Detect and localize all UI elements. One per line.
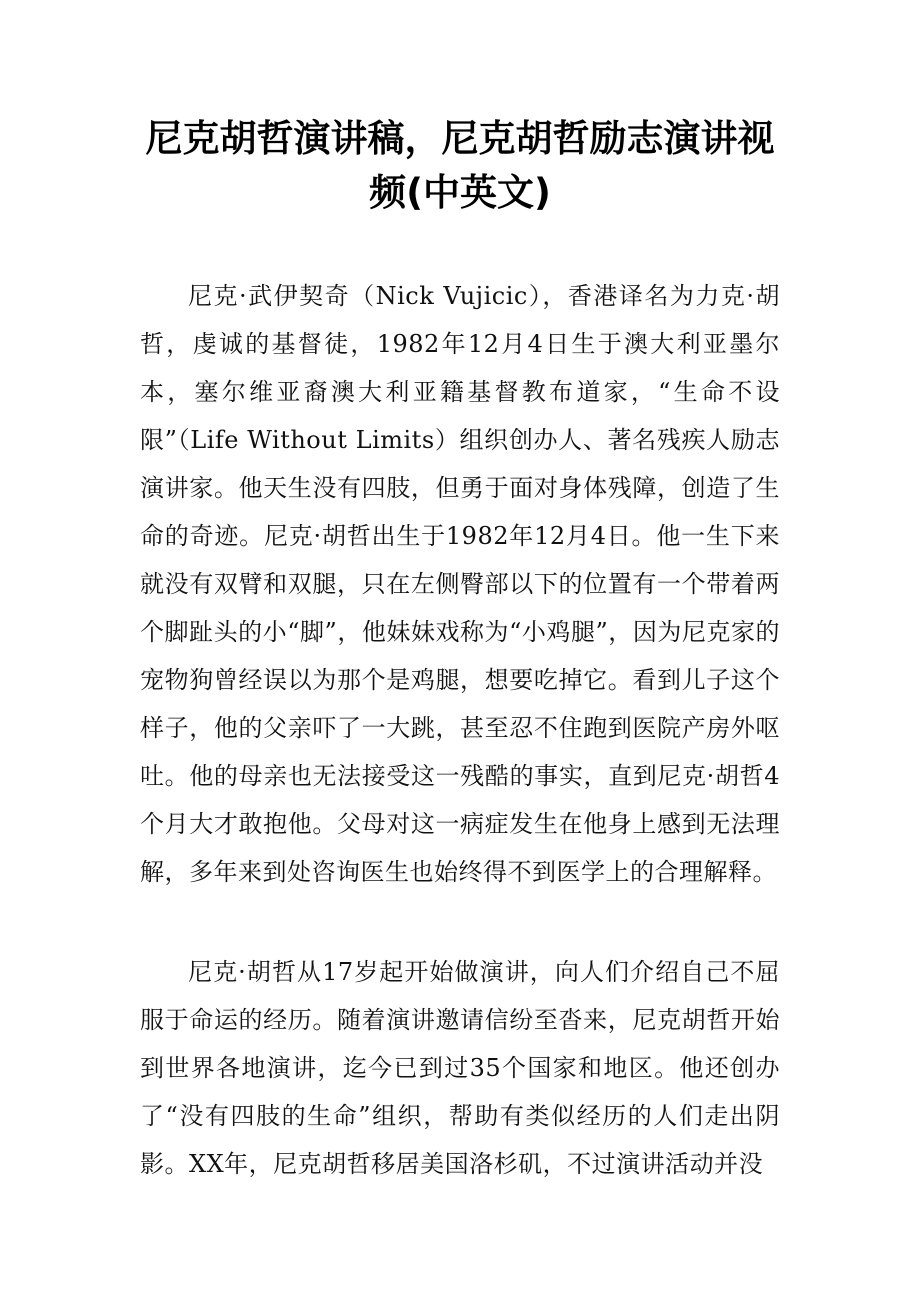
paragraph-2: 尼克·胡哲从17岁起开始做演讲，向人们介绍自己不屈服于命运的经历。随着演讲邀请信纷至沓来，尼克胡哲开始到世界各地演讲，迄今已到过35个国家和地区。他还创办了“没有四肢的生命”组织，帮助有类似经历的人们走出阴影。XX年，尼克胡哲移居美国洛杉矶，不过演讲活动并没 [140, 958, 780, 1178]
document-title [100, 112, 820, 220]
title-line-1: 尼克胡哲演讲稿，尼克胡哲励志演讲视 [145, 117, 775, 160]
title-line-2: 频(中英文) [369, 171, 551, 214]
paragraph-1: 尼克·武伊契奇（Nick Vujicic），香港译名为力克·胡哲，虔诚的基督徒，1982年12月4日生于澳大利亚墨尔本，塞尔维亚裔澳大利亚籍基督教布道家，“生命不设限”（Life Without Limits）组织创办人、著名残疾人励志演讲家。他天生没有四肢，但勇于面对身体残障，创造了生命的奇迹。尼克·胡哲出生于1982年12月4日。他一生下来就没有双臂和双腿，只在左侧臀部以下的位置有一个带着两个脚趾头的小“脚”，他妹妹戏称为“小鸡腿”，因为尼克家的宠物狗曾经误以为那个是鸡腿，想要吃掉它。看到儿子这个样子，他的父亲吓了一大跳，甚至忍不住跑到医院产房外呕吐。他的母亲也无法接受这一残酷的事实，直到尼克·胡哲4个月大才敢抱他。父母对这一病症发生在他身上感到无法理解，多年来到处咨询医生也始终得不到医学上的合理解释。 [140, 282, 780, 886]
